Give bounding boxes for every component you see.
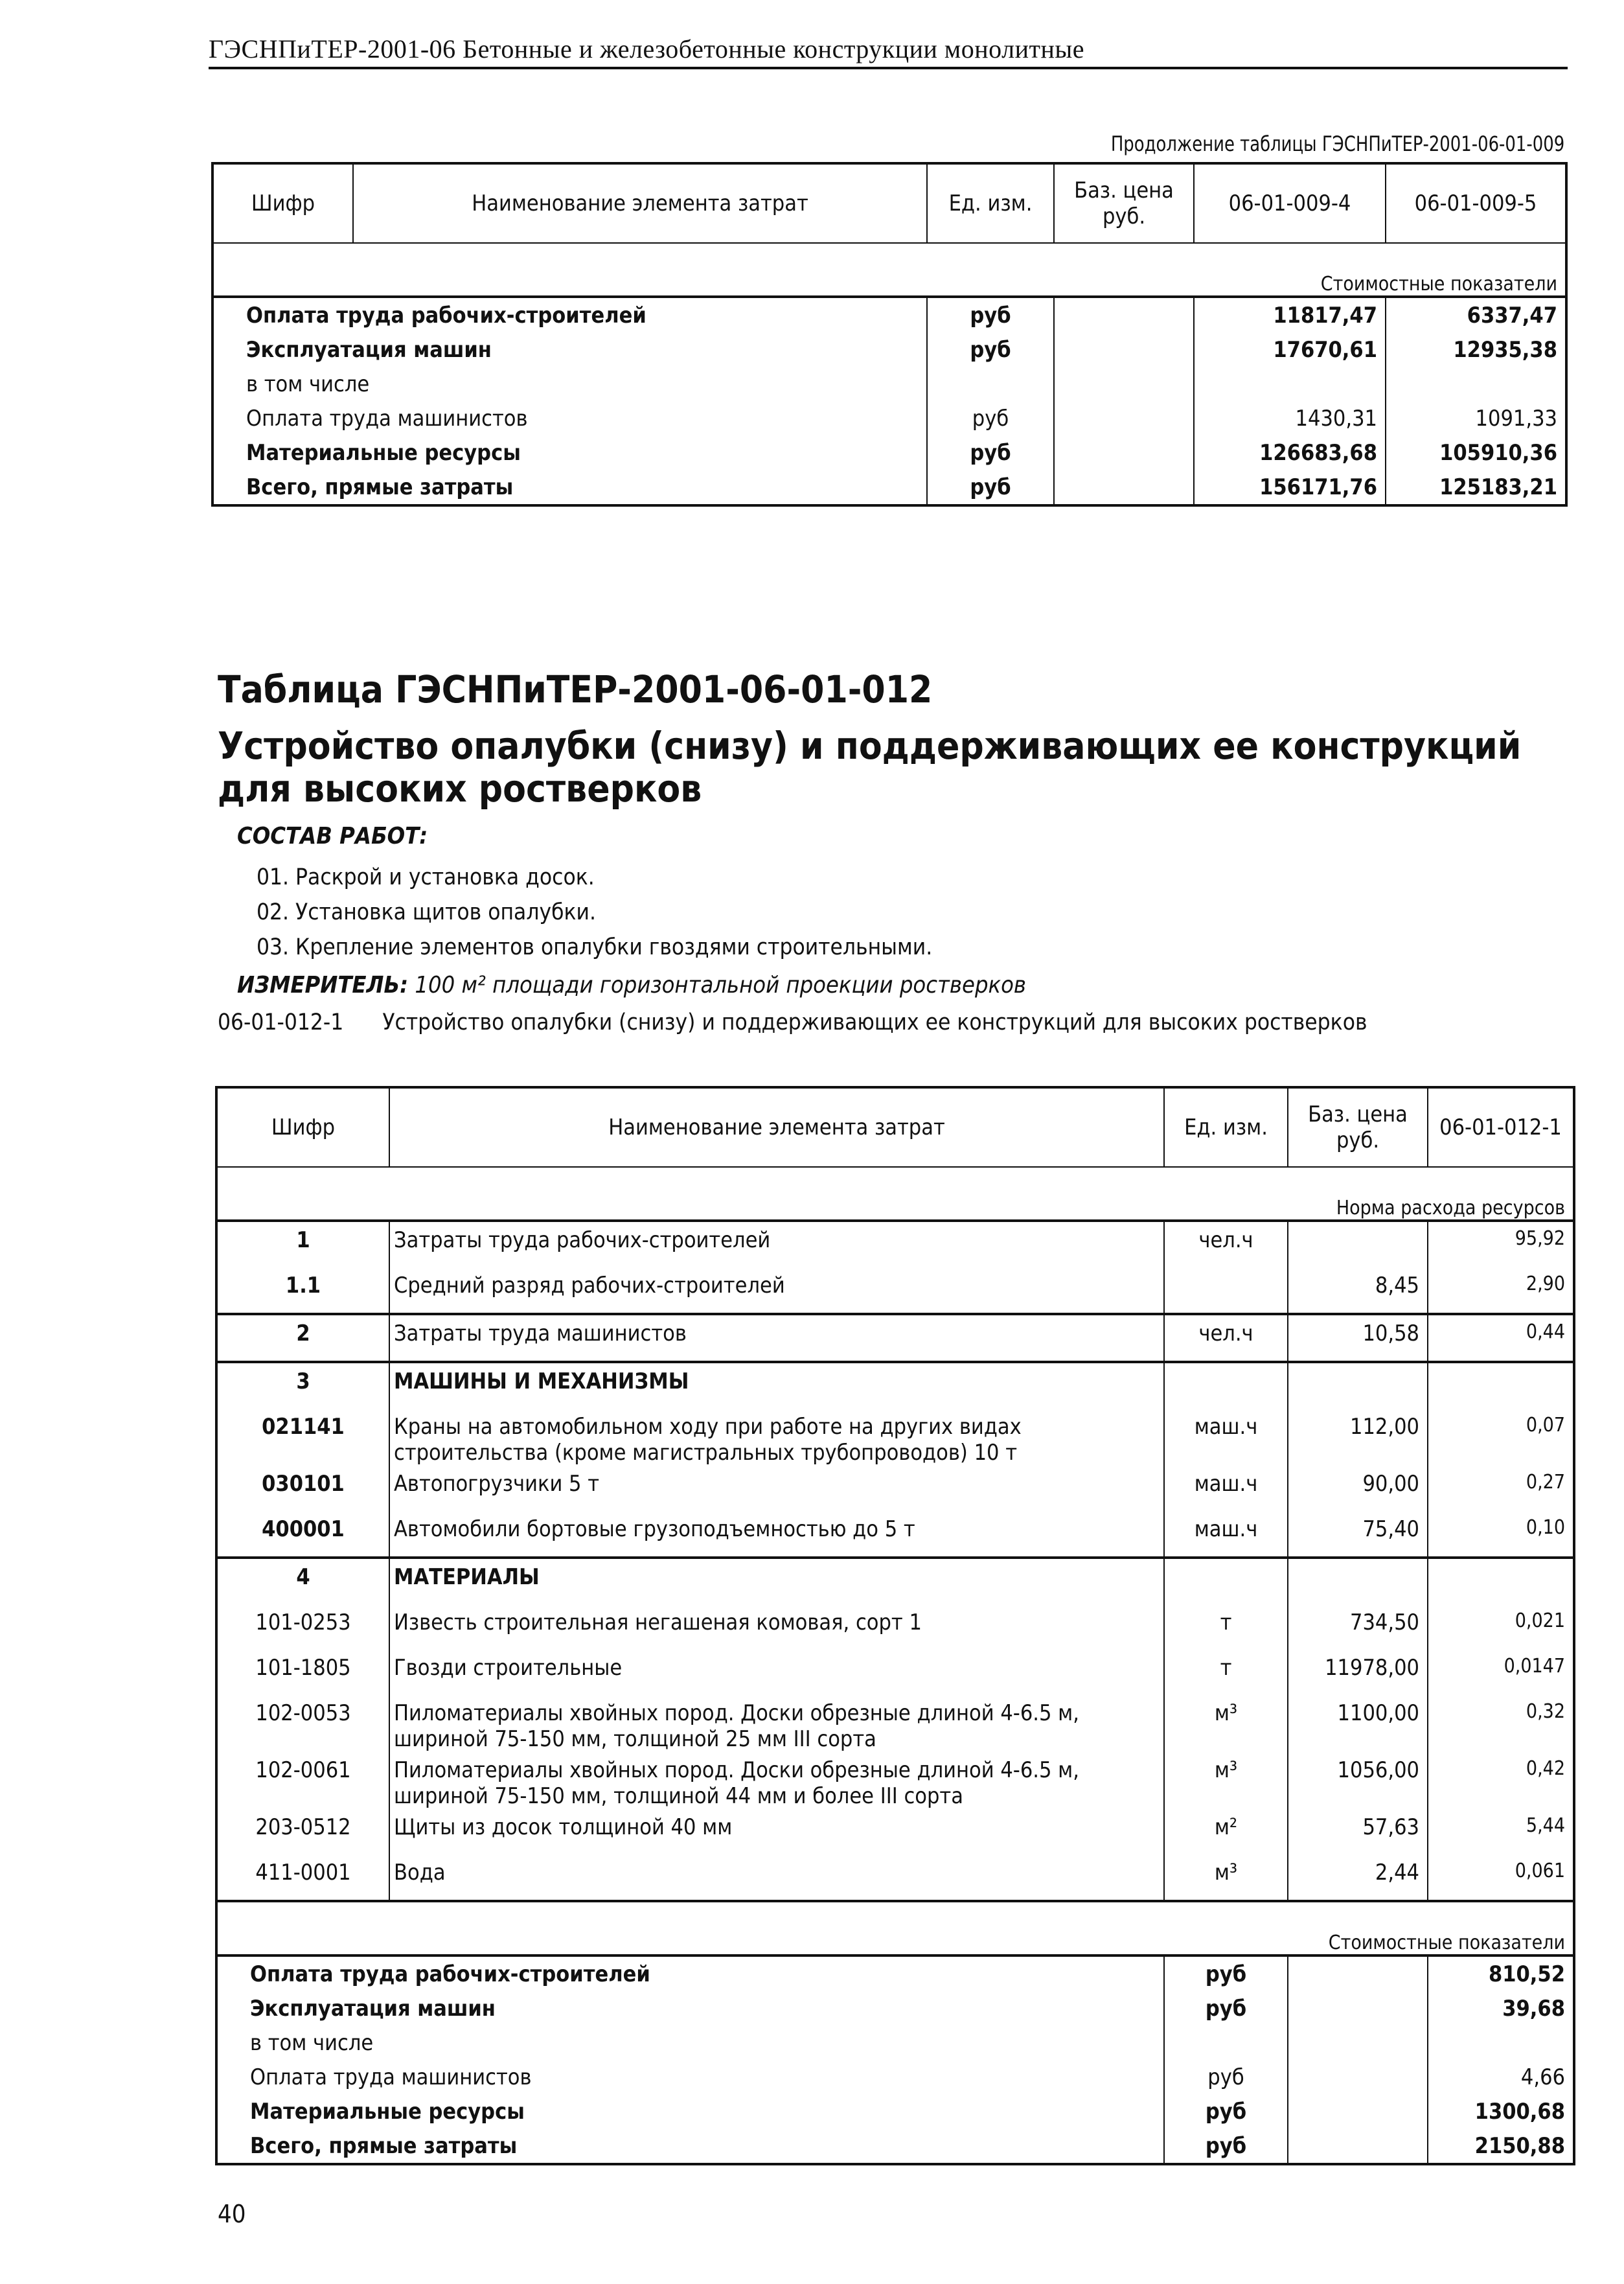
row-unit	[1164, 1558, 1288, 1604]
row-unit: маш.ч	[1164, 1511, 1288, 1558]
row-unit: чел.ч	[1164, 1314, 1288, 1362]
row-unit: м³	[1164, 1695, 1288, 1752]
table-06-01-012	[215, 1086, 1575, 2165]
table-row	[212, 435, 1566, 470]
col-header-012-1: 06-01-012-1	[1428, 1087, 1574, 1167]
row-value-009-4: 17670,61	[1194, 332, 1386, 367]
measure-value: 100 м² площади горизонтальной проекции ростверков	[415, 972, 1026, 998]
col-header-unit: Ед. изм.	[927, 163, 1054, 243]
row-name: Гвозди строительные	[389, 1650, 1164, 1695]
table-header-row	[216, 1087, 1574, 1167]
row-value-009-4: 156171,76	[1194, 470, 1386, 505]
row-unit: м³	[1164, 1752, 1288, 1809]
works-label: СОСТАВ РАБОТ:	[237, 823, 428, 849]
row-value-009-5	[1386, 367, 1566, 401]
row-price: 90,00	[1288, 1466, 1428, 1511]
cost-row	[216, 2128, 1574, 2164]
cost-name: Оплата труда рабочих-строителей	[250, 1961, 650, 1987]
row-code: 030101	[262, 1471, 345, 1497]
cost-price	[1288, 1955, 1428, 1991]
row-code: 102-0061	[255, 1757, 351, 1783]
row-price: 8,45	[1288, 1267, 1428, 1314]
row-price: 75,40	[1288, 1511, 1428, 1558]
row-value: 0,021	[1428, 1604, 1574, 1650]
row-name: МАШИНЫ И МЕХАНИЗМЫ	[389, 1362, 1164, 1409]
row-unit: маш.ч	[1164, 1466, 1288, 1511]
row-unit	[927, 367, 1054, 401]
table-row	[216, 1604, 1574, 1650]
row-name: Пиломатериалы хвойных пород. Доски обрезные длиной 4-6.5 м, шириной 75-150 мм, толщиной 44 мм и более III сорта	[389, 1752, 1164, 1809]
cost-price	[1288, 2060, 1428, 2094]
cost-name: Материальные ресурсы	[250, 2098, 525, 2125]
row-name: Материальные ресурсы	[246, 439, 521, 466]
row-unit: руб	[927, 435, 1054, 470]
row-name: Оплата труда машинистов	[246, 405, 528, 432]
row-price	[1288, 1558, 1428, 1604]
table-title: Таблица ГЭСНПиТЕР-2001-06-01-012	[218, 667, 933, 711]
col-header-name: Наименование элемента затрат	[389, 1087, 1164, 1167]
cost-value: 39,68	[1428, 1991, 1574, 2025]
cost-value: 810,52	[1428, 1955, 1574, 1991]
row-value: 0,44	[1428, 1314, 1574, 1362]
item-description: Устройство опалубки (снизу) и поддерживающих ее конструкций для высоких ростверков	[382, 1009, 1367, 1035]
cost-row	[216, 2060, 1574, 2094]
table-row	[216, 1809, 1574, 1854]
row-name: в том числе	[246, 371, 370, 397]
continuation-label: Продолжение таблицы ГЭСНПиТЕР-2001-06-01-009	[1110, 132, 1564, 156]
cost-row	[216, 2025, 1574, 2060]
row-code: 4	[216, 1558, 389, 1604]
row-name: Затраты труда рабочих-строителей	[389, 1221, 1164, 1267]
table-row	[216, 1695, 1574, 1752]
table-subtitle: Устройство опалубки (снизу) и поддерживающих ее конструкций для высоких ростверков	[218, 724, 1522, 811]
row-price	[1054, 435, 1194, 470]
col-header-name: Наименование элемента затрат	[353, 163, 927, 243]
row-name: Всего, прямые затраты	[246, 474, 514, 500]
table-row	[216, 1511, 1574, 1558]
row-name: Щиты из досок толщиной 40 мм	[389, 1809, 1164, 1854]
row-price	[1054, 332, 1194, 367]
row-price	[1054, 470, 1194, 505]
item-code: 06-01-012-1	[218, 1009, 344, 1035]
table-row	[212, 401, 1566, 435]
row-price	[1054, 297, 1194, 332]
row-unit: м³	[1164, 1854, 1288, 1901]
row-code: 102-0053	[255, 1700, 351, 1726]
table-continuation-009	[211, 162, 1568, 507]
table-row	[216, 1752, 1574, 1809]
header-rule	[209, 67, 1568, 69]
row-value-009-5: 105910,36	[1386, 435, 1566, 470]
row-value	[1428, 1362, 1574, 1409]
row-name: Вода	[389, 1854, 1164, 1901]
row-name: Краны на автомобильном ходу при работе на других видах строительства (кроме магистральных трубопроводов) 10 т	[389, 1409, 1164, 1466]
work-item: 01. Раскрой и установка досок.	[257, 864, 595, 890]
row-unit	[1164, 1267, 1288, 1314]
row-price: 734,50	[1288, 1604, 1428, 1650]
table-row	[212, 332, 1566, 367]
row-price: 57,63	[1288, 1809, 1428, 1854]
cost-value: 1300,68	[1428, 2094, 1574, 2128]
row-value: 0,061	[1428, 1854, 1574, 1901]
item-line	[218, 1009, 1406, 1035]
cost-name: Всего, прямые затраты	[250, 2132, 518, 2159]
table-header-row	[212, 163, 1566, 243]
table-row	[216, 1854, 1574, 1901]
measure-line	[237, 972, 1026, 998]
row-name: Автопогрузчики 5 т	[389, 1466, 1164, 1511]
row-name: Эксплуатация машин	[246, 336, 492, 363]
col-header-unit: Ед. изм.	[1164, 1087, 1288, 1167]
row-name: Автомобили бортовые грузоподъемностью до 5 т	[389, 1511, 1164, 1558]
row-value: 0,10	[1428, 1511, 1574, 1558]
page-number: 40	[218, 2200, 246, 2228]
row-name: Средний разряд рабочих-строителей	[389, 1267, 1164, 1314]
cost-name: Эксплуатация машин	[250, 1995, 496, 2022]
cost-row	[216, 1955, 1574, 1991]
row-value: 5,44	[1428, 1809, 1574, 1854]
cost-value: 4,66	[1428, 2060, 1574, 2094]
row-value	[1428, 1558, 1574, 1604]
row-value-009-5: 125183,21	[1386, 470, 1566, 505]
row-value: 95,92	[1428, 1221, 1574, 1267]
row-value: 0,32	[1428, 1695, 1574, 1752]
row-code: 2	[216, 1314, 389, 1362]
work-item: 02. Установка щитов опалубки.	[257, 899, 596, 925]
col-header-code: Шифр	[216, 1087, 389, 1167]
cost-value: 2150,88	[1428, 2128, 1574, 2164]
row-price	[1054, 367, 1194, 401]
table-row	[216, 1314, 1574, 1362]
row-unit	[1164, 1362, 1288, 1409]
row-unit: руб	[927, 470, 1054, 505]
table-row	[216, 1558, 1574, 1604]
cost-unit: руб	[1164, 1991, 1288, 2025]
row-code: 1	[296, 1227, 310, 1253]
norm-label: Норма расхода ресурсов	[216, 1167, 1574, 1221]
row-price: 2,44	[1288, 1854, 1428, 1901]
row-value-009-4: 126683,68	[1194, 435, 1386, 470]
row-value-009-5: 1091,33	[1386, 401, 1566, 435]
row-price: 10,58	[1288, 1314, 1428, 1362]
row-value: 2,90	[1428, 1267, 1574, 1314]
running-header: ГЭСНПиТЕР-2001-06 Бетонные и железобетонные конструкции монолитные	[209, 34, 1085, 63]
row-value: 0,0147	[1428, 1650, 1574, 1695]
cost-unit: руб	[1164, 1955, 1288, 1991]
cost-unit: руб	[1164, 2060, 1288, 2094]
row-unit: руб	[927, 401, 1054, 435]
table-row	[216, 1267, 1574, 1314]
row-price: 112,00	[1288, 1409, 1428, 1466]
row-name: МАТЕРИАЛЫ	[389, 1558, 1164, 1604]
cost-row	[216, 1991, 1574, 2025]
row-code: 1.1	[285, 1273, 321, 1298]
row-value: 0,07	[1428, 1409, 1574, 1466]
row-code: 101-1805	[255, 1655, 351, 1681]
row-price	[1288, 1362, 1428, 1409]
cost-value	[1428, 2025, 1574, 2060]
row-value: 0,42	[1428, 1752, 1574, 1809]
cost-unit	[1164, 2025, 1288, 2060]
cost-price	[1288, 2128, 1428, 2164]
cost-name: в том числе	[250, 2029, 374, 2056]
col-header-009-4: 06-01-009-4	[1194, 163, 1386, 243]
measure-label: ИЗМЕРИТЕЛЬ:	[237, 972, 409, 998]
section-label: Стоимостные показатели	[212, 243, 1566, 297]
cost-price	[1288, 2094, 1428, 2128]
cost-unit: руб	[1164, 2128, 1288, 2164]
cost-unit: руб	[1164, 2094, 1288, 2128]
row-price: 1056,00	[1288, 1752, 1428, 1809]
row-name: Затраты труда машинистов	[389, 1314, 1164, 1362]
table-row	[212, 297, 1566, 332]
row-name: Оплата труда рабочих-строителей	[246, 302, 646, 329]
row-name: Пиломатериалы хвойных пород. Доски обрезные длиной 4-6.5 м, шириной 75-150 мм, толщиной 25 мм III сорта	[389, 1695, 1164, 1752]
row-value-009-4	[1194, 367, 1386, 401]
row-unit: маш.ч	[1164, 1409, 1288, 1466]
row-unit: т	[1164, 1650, 1288, 1695]
row-value-009-5: 12935,38	[1386, 332, 1566, 367]
row-unit: т	[1164, 1604, 1288, 1650]
row-code: 400001	[262, 1516, 345, 1542]
col-header-009-5: 06-01-009-5	[1386, 163, 1566, 243]
table-row	[216, 1650, 1574, 1695]
cost-label: Стоимостные показатели	[216, 1901, 1574, 1955]
row-name: Известь строительная негашеная комовая, сорт 1	[389, 1604, 1164, 1650]
row-code: 411-0001	[255, 1860, 351, 1886]
row-code: 3	[216, 1362, 389, 1409]
table-row	[216, 1466, 1574, 1511]
table-row	[212, 470, 1566, 505]
row-unit: руб	[927, 332, 1054, 367]
cost-row	[216, 2094, 1574, 2128]
work-item: 03. Крепление элементов опалубки гвоздями строительными.	[257, 934, 933, 960]
row-value-009-5: 6337,47	[1386, 297, 1566, 332]
row-code: 021141	[262, 1414, 345, 1440]
row-value: 0,27	[1428, 1466, 1574, 1511]
row-value-009-4: 1430,31	[1194, 401, 1386, 435]
row-code: 101-0253	[255, 1609, 351, 1635]
row-price: 11978,00	[1288, 1650, 1428, 1695]
table-row	[216, 1362, 1574, 1409]
table-row	[216, 1221, 1574, 1267]
table-row	[216, 1409, 1574, 1466]
row-unit: руб	[927, 297, 1054, 332]
cost-name: Оплата труда машинистов	[250, 2064, 532, 2090]
col-header-code: Шифр	[212, 163, 353, 243]
cost-price	[1288, 1991, 1428, 2025]
row-unit: чел.ч	[1164, 1221, 1288, 1267]
row-code: 203-0512	[255, 1814, 351, 1840]
col-header-price: Баз. цена руб.	[1288, 1087, 1428, 1167]
row-price	[1054, 401, 1194, 435]
col-header-price: Баз. цена руб.	[1054, 163, 1194, 243]
row-price: 1100,00	[1288, 1695, 1428, 1752]
cost-price	[1288, 2025, 1428, 2060]
row-price	[1288, 1221, 1428, 1267]
row-value-009-4: 11817,47	[1194, 297, 1386, 332]
table-row	[212, 367, 1566, 401]
row-unit: м²	[1164, 1809, 1288, 1854]
